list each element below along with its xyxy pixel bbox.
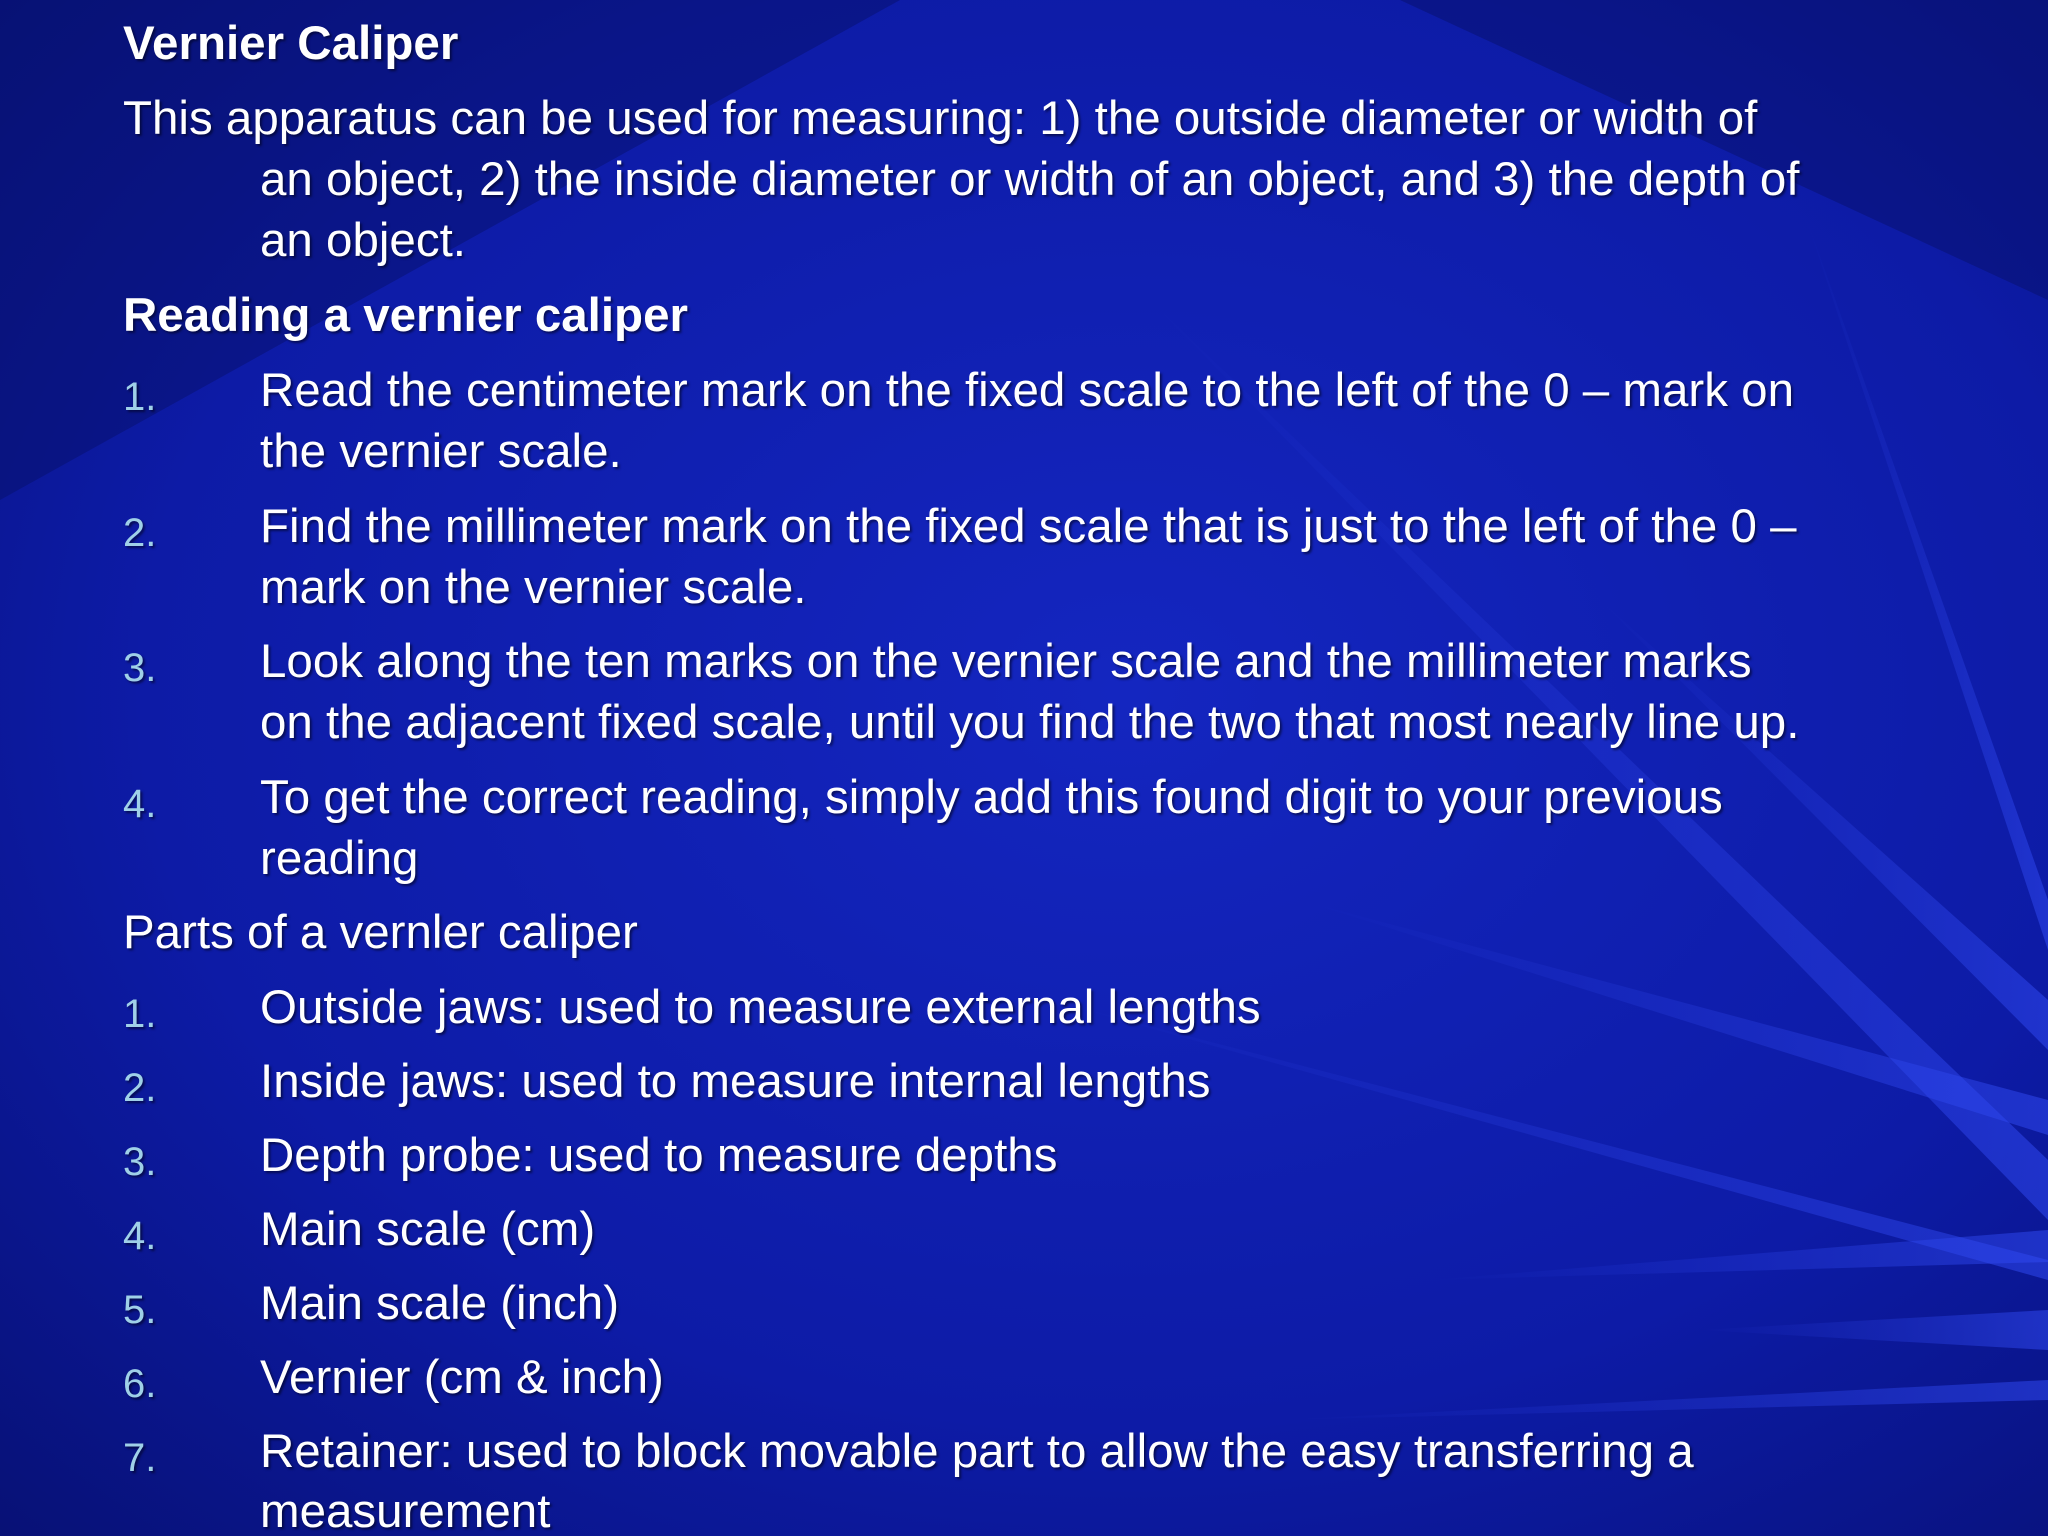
intro-line: This apparatus can be used for measuring: 1) the outside diameter or width of [123, 92, 1758, 145]
list-number: 2. [123, 511, 157, 555]
list-number: 7. [123, 1436, 157, 1480]
list-number: 2. [123, 1066, 157, 1110]
reading-heading: Reading a vernier caliper [123, 289, 688, 342]
parts-heading: Parts of a vernler caliper [123, 906, 638, 959]
list-item-text: reading [260, 832, 419, 885]
list-item-text: Outside jaws: used to measure external lengths [260, 981, 1261, 1034]
list-number: 4. [123, 782, 157, 826]
list-item-text: Retainer: used to block movable part to allow the easy transferring a [260, 1425, 1694, 1478]
list-item-text: on the adjacent fixed scale, until you find the two that most nearly line up. [260, 696, 1800, 749]
list-item-text: Vernier (cm & inch) [260, 1351, 664, 1404]
list-item-text: Main scale (inch) [260, 1277, 620, 1330]
slide-title: Vernier Caliper [123, 17, 459, 70]
list-item-text: measurement [260, 1485, 551, 1536]
intro-line: an object. [260, 214, 466, 267]
list-item-text: To get the correct reading, simply add this found digit to your previous [260, 771, 1723, 824]
list-item-text: Depth probe: used to measure depths [260, 1129, 1058, 1182]
list-number: 3. [123, 646, 157, 690]
list-item-text: Read the centimeter mark on the fixed scale to the left of the 0 – mark on [260, 364, 1795, 417]
intro-line: an object, 2) the inside diameter or width of an object, and 3) the depth of [260, 153, 1800, 206]
list-number: 5. [123, 1288, 157, 1332]
list-item-text: Find the millimeter mark on the fixed scale that is just to the left of the 0 – [260, 500, 1797, 553]
list-item-text: mark on the vernier scale. [260, 561, 807, 614]
slide-content [123, 0, 2023, 1536]
list-item-text: Inside jaws: used to measure internal lengths [260, 1055, 1211, 1108]
list-number: 1. [123, 992, 157, 1036]
list-number: 4. [123, 1214, 157, 1258]
list-item-text: the vernier scale. [260, 425, 622, 478]
list-number: 6. [123, 1362, 157, 1406]
list-number: 1. [123, 375, 157, 419]
list-item-text: Main scale (cm) [260, 1203, 596, 1256]
list-item-text: Look along the ten marks on the vernier scale and the millimeter marks [260, 635, 1752, 688]
list-number: 3. [123, 1140, 157, 1184]
